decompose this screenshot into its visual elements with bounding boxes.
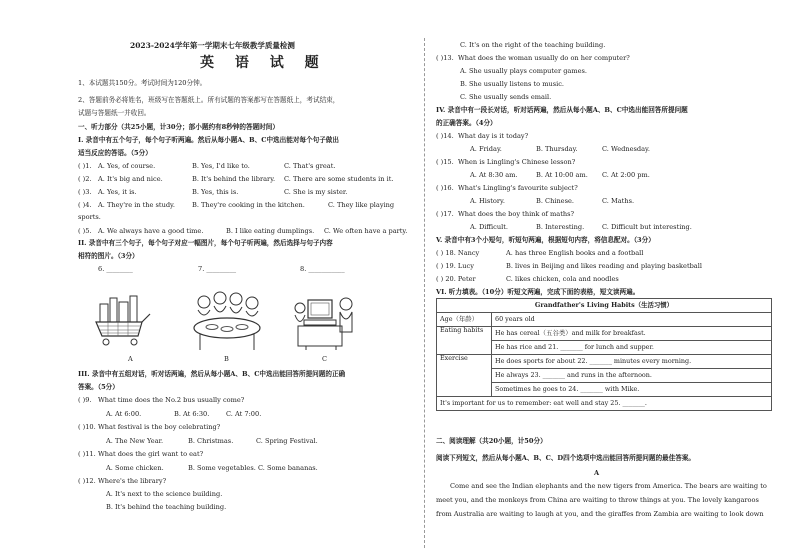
option-a[interactable]: A. Friday. bbox=[470, 145, 502, 153]
living-habits-table bbox=[436, 298, 772, 411]
age-value: 60 years old bbox=[492, 313, 772, 327]
eating-row-1: He has cereal（五谷类）and milk for breakfast. bbox=[492, 327, 772, 341]
passage-label: A bbox=[594, 469, 600, 477]
option-c[interactable]: C. At 7:00. bbox=[226, 410, 262, 418]
blank-8[interactable]: 8. ___________ bbox=[300, 265, 345, 273]
option-c[interactable]: C. Some bananas. bbox=[258, 464, 318, 472]
option-b[interactable]: B. Interesting. bbox=[536, 223, 585, 231]
pic-label-a: A bbox=[128, 355, 133, 363]
option-a[interactable]: A. The New Year. bbox=[106, 437, 164, 445]
option-a[interactable]: A. It's big and nice. bbox=[98, 175, 163, 183]
exercise-row-2[interactable]: He always 23. _______ and runs in the afternoon. bbox=[492, 369, 772, 383]
passage-line-1: Come and see the Indian elephants and the new tigers from America. The bears are waiting to bbox=[450, 482, 767, 490]
option-a[interactable]: A. Some chicken. bbox=[106, 464, 164, 472]
option-c[interactable]: C. They like playing bbox=[328, 201, 395, 209]
pic-label-b: B bbox=[224, 355, 229, 363]
age-label: Age（年龄） bbox=[437, 313, 492, 327]
exam-title: 2023-2024学年第一学期末七年级教学质量检测 bbox=[130, 41, 295, 50]
option-a[interactable]: A. Difficult. bbox=[470, 223, 508, 231]
passage-line-2: meet you, and the monkeys from China are waiting to throw things at you. The lovely kangaroos bbox=[436, 496, 759, 504]
option-c[interactable]: C. There are some students in it. bbox=[284, 175, 394, 183]
option-a[interactable]: A. At 6:00. bbox=[106, 410, 142, 418]
sec2-title-2: 相符的图片。（3分） bbox=[78, 252, 139, 260]
option-b[interactable]: B. It's behind the library. bbox=[192, 175, 276, 183]
blank-7[interactable]: 7. _________ bbox=[198, 265, 237, 273]
sec5-title: V. 录音中有3个小短句，听短句两遍，根据短句内容，将信息配对。（3分） bbox=[436, 236, 655, 244]
blank-6[interactable]: 6. ________ bbox=[98, 265, 133, 273]
sec6-title: VI. 听力填表。（10分）听短文两遍，完成下面的表格，短文读两遍。 bbox=[436, 288, 640, 296]
option-b[interactable]: B. At 6:30. bbox=[174, 410, 210, 418]
option-b[interactable]: B. Yes, I'd like to. bbox=[192, 162, 250, 170]
option-b[interactable]: B. She usually listens to music. bbox=[460, 80, 565, 88]
subject-title: 英 语 试 题 bbox=[200, 55, 327, 71]
option-b[interactable]: B. Yes, this is. bbox=[192, 188, 239, 196]
option-c[interactable]: C. At 2:00 pm. bbox=[602, 171, 650, 179]
eating-row-2[interactable]: He has rice and 21. _______ for lunch and supper. bbox=[492, 341, 772, 355]
option-c[interactable]: C. Difficult but interesting. bbox=[602, 223, 692, 231]
option-b[interactable]: B. Christmas. bbox=[188, 437, 234, 445]
option-c[interactable]: C. Maths. bbox=[602, 197, 635, 205]
table-title: Grandfather's Living Habits（生活习惯） bbox=[437, 299, 772, 313]
passage-line-3: from Australia are waiting to laugh at you, and the giraffes from Zambia are waiting to look down bbox=[436, 510, 764, 518]
shopping-cart-picture bbox=[94, 292, 154, 350]
exercise-row-1[interactable]: He does sports for about 22. _______ minutes every morning. bbox=[492, 355, 772, 369]
sec1-title: I. 录音中有五个句子，每个句子听两遍。然后从每小题A、B、C中选出能对每个句子做出 bbox=[78, 136, 339, 144]
option-b[interactable]: B. It's behind the teaching building. bbox=[106, 503, 227, 511]
option-c[interactable]: C. She usually sends email. bbox=[460, 93, 552, 101]
exercise-row-3[interactable]: Sometimes he goes to 24. _______ with Mike. bbox=[492, 383, 772, 397]
eating-label: Eating habits bbox=[437, 327, 492, 355]
exam-page: 2023-2024学年第一学期末七年级教学质量检测 英 语 试 题 1、本试题共150分。考试时间为120分钟。 2、答题前务必将姓名，班级写在答题纸上。所有试题的答案都写在答题纸上，考试结束， 试题与答题纸一并收回。 一、听力部分（共25小题，计30分；部小题约有8秒钟的答题时间） I. 录音中有五个句子，每个句子听两遍。然后从每小题A、B、C中选出能对每个句子做出 适当反应的答语。（5分） ( )1. A. Yes, of course. B. Yes, I'd like to. C. That's great. ( )2. A. It's big and nice. B. It's behind the library. C. There are some students in it. ( )3. A. Yes, it is. B. Yes, this is. C. She is my sister. ( )4. A. They're in the study. B. They're cooking in the kitchen. C. They like playing sports. ( )5. A. We always have a good time. B. I like eating dumplings. C. We often have a party. II. 录音中有三个句子，每个句子对应一幅图片，每个句子听两遍，然后选择与句子内容 相符的图片。（3分） 6. ________ 7. _________ 8. ___________ A B C III. 录音中有五组对话，听对话两遍，然后从每小题A、B、C中选出能回答所提问题的正确 答案。（5分） ( )9. What time does the No.2 bus usually come? A. At 6:00. B. At 6:30. C. At 7:00. ( )10. What festival is the boy celebrating? A. The New Year. B. Christmas. C. Spring Festival. ( )11. What does the girl want to eat? A. Some chicken. B. Some vegetables. C. Some bananas. ( )12. Where's the library? A. It's next to the science building. B. It's behind the teaching building. C. It's on the right of the teaching building. ( )13. What does the woman usually do on her computer? A. She usually plays computer games. B. She usually listens to music. C. She usually sends email. IV. 录音中有一段长对话，听对话两遍，然后从每小题A、B、C中选出能回答所提问题 的正确答案。（4分） ( )14. What day is it today? A. Friday. B. Thursday. C. Wednesday. ( )15. When is Lingling's Chinese lesson? A. At 8:30 am. B. At 10:00 am. C. At 2:00 pm. ( )16. What's Lingling's favourite subject? A. History. B. Chinese. C. Maths. ( )17. What does the boy think of maths? A. Difficult. B. Interesting. C. Difficult but interesting. V. 录音中有3个小短句，听短句两遍，根据短句内容，将信息配对。（3分） ( ) 18. Nancy A. has three English books and a football ( ) 19. Lucy B. lives in Beijing and likes reading and playing basketball ( ) 20. Peter C. likes chicken, cola and noodles VI. 听力填表。（10分）听短文两遍，完成下面的表格，短文读两遍。 Grandfather's Living Habits（生活习惯） Age（年龄） 60 years old Eating habits He has cereal（五谷类）and milk for breakfast. He has rice and 21. _______ for lunch and supper. Exercise He does sports for about 22. _______ minutes every morning. He always 23. _______ and runs in the afternoon. Sometimes he goes to 24. _______ with Mike. It's important for us to remember: eat well and stay 25. _______. 二、阅读理解（共20小题，计50分） 阅读下列短文，然后从每小题A、B、C、D四个选项中选出能回答所提问题的最佳答案。 A Come and see the Indian elephants and the new tigers from America. The bears are waiting to meet you, and the monkeys from China are waiting to throw things at you. The lovely kangaroos from Australia are waiting to laugh at you, and the giraffes from Zambia are waiting to look down bbox=[0, 0, 794, 560]
sec1-title-2: 适当反应的答语。（5分） bbox=[78, 149, 152, 157]
option-a[interactable]: A. We always have a good time. bbox=[98, 227, 204, 235]
part2-heading: 二、阅读理解（共20小题，计50分） bbox=[436, 437, 547, 445]
sec2-title: II. 录音中有三个句子，每个句子对应一幅图片，每个句子听两遍，然后选择与句子内容 bbox=[78, 239, 333, 247]
option-a[interactable]: A. She usually plays computer games. bbox=[460, 67, 587, 75]
option-b[interactable]: B. They're cooking in the kitchen. bbox=[192, 201, 305, 209]
sec4-title-2: 的正确答案。（4分） bbox=[436, 119, 497, 127]
pic-label-c: C bbox=[322, 355, 328, 363]
option-c[interactable]: C. That's great. bbox=[284, 162, 336, 170]
option-c[interactable]: C. Wednesday. bbox=[602, 145, 650, 153]
exercise-label: Exercise bbox=[437, 355, 492, 397]
instruction-2: 2、答题前务必将姓名，班级写在答题纸上。所有试题的答案都写在答题纸上，考试结束， bbox=[78, 96, 340, 104]
option-c[interactable]: C. Spring Festival. bbox=[256, 437, 318, 445]
computer-picture bbox=[292, 290, 358, 352]
sec3-title-2: 答案。（5分） bbox=[78, 383, 119, 391]
option-a[interactable]: A. It's next to the science building. bbox=[106, 490, 223, 498]
option-a[interactable]: A. History. bbox=[470, 197, 505, 205]
option-c[interactable]: C. She is my sister. bbox=[284, 188, 348, 196]
option-b[interactable]: B. Thursday. bbox=[536, 145, 578, 153]
instruction-3: 试题与答题纸一并收回。 bbox=[78, 109, 151, 117]
option-b[interactable]: B. Some vegetables. bbox=[188, 464, 256, 472]
part1-heading: 一、听力部分（共25小题，计30分；部小题约有8秒钟的答题时间） bbox=[78, 123, 279, 131]
family-dinner-picture bbox=[190, 290, 264, 352]
table-footer[interactable]: It's important for us to remember: eat well and stay 25. _______. bbox=[437, 397, 772, 411]
sec4-title: IV. 录音中有一段长对话，听对话两遍，然后从每小题A、B、C中选出能回答所提问题 bbox=[436, 106, 688, 114]
option-b[interactable]: B. At 10:00 am. bbox=[536, 171, 588, 179]
option-b[interactable]: B. Chinese. bbox=[536, 197, 574, 205]
option-b[interactable]: B. I like eating dumplings. bbox=[226, 227, 315, 235]
q12-option-c[interactable]: C. It's on the right of the teaching building. bbox=[460, 41, 606, 49]
option-a[interactable]: A. Yes, it is. bbox=[98, 188, 137, 196]
option-c[interactable]: C. We often have a party. bbox=[324, 227, 408, 235]
part2-instruction: 阅读下列短文，然后从每小题A、B、C、D四个选项中选出能回答所提问题的最佳答案。 bbox=[436, 454, 696, 462]
column-divider bbox=[424, 38, 425, 548]
option-a[interactable]: A. Yes, of course. bbox=[98, 162, 156, 170]
instruction-1: 1、本试题共150分。考试时间为120分钟。 bbox=[78, 79, 207, 87]
sec3-title: III. 录音中有五组对话，听对话两遍，然后从每小题A、B、C中选出能回答所提问题的正确 bbox=[78, 370, 346, 378]
option-a[interactable]: A. At 8:30 am. bbox=[470, 171, 518, 179]
option-a[interactable]: A. They're in the study. bbox=[98, 201, 175, 209]
